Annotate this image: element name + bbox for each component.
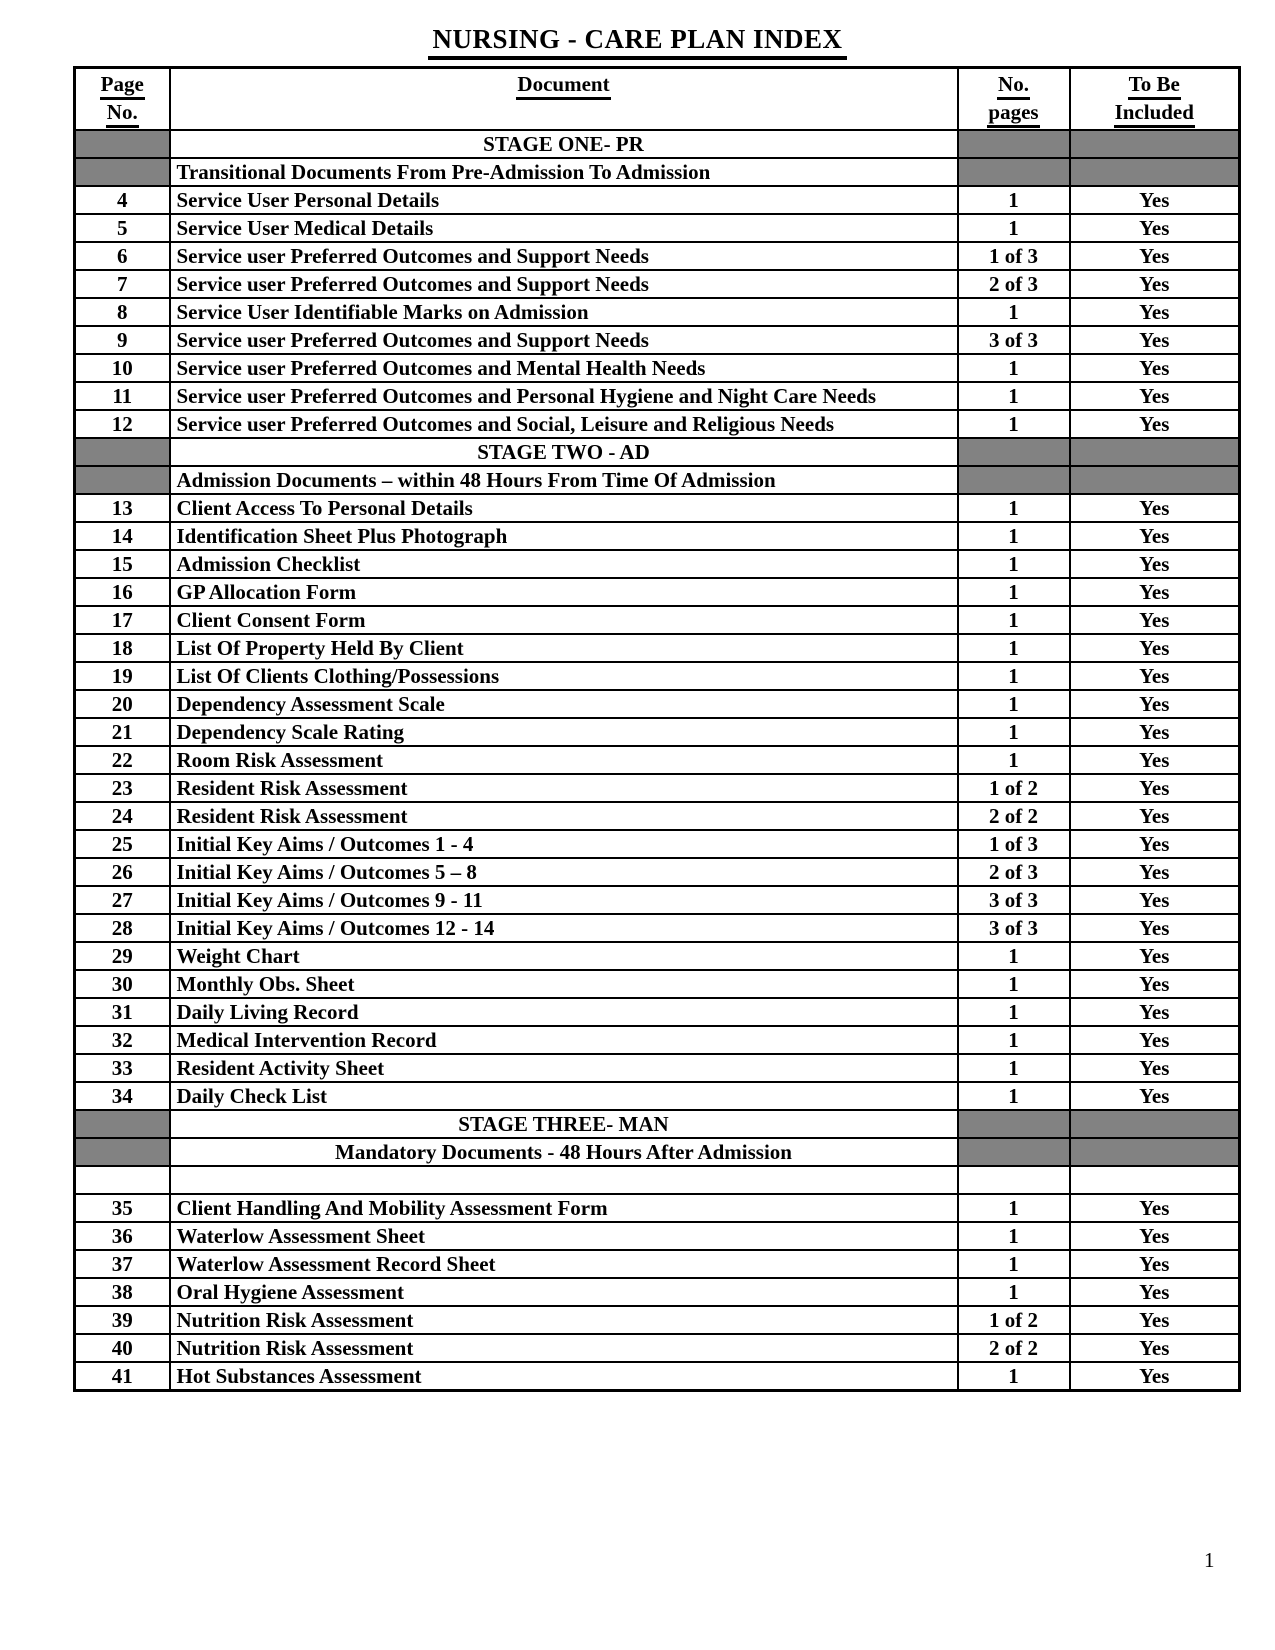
included-cell: Yes xyxy=(1070,578,1240,606)
included-cell: Yes xyxy=(1070,914,1240,942)
document-cell: Client Handling And Mobility Assessment Form xyxy=(170,1194,958,1222)
page-no-cell: 6 xyxy=(75,242,170,270)
page-no-cell: 14 xyxy=(75,522,170,550)
header-num-pages-line2: pages xyxy=(987,100,1039,128)
num-pages-cell: 1 xyxy=(958,662,1070,690)
num-pages-cell xyxy=(958,438,1070,466)
included-cell: Yes xyxy=(1070,1250,1240,1278)
document-cell: Monthly Obs. Sheet xyxy=(170,970,958,998)
included-cell: Yes xyxy=(1070,410,1240,438)
table-row xyxy=(75,662,1240,690)
document-cell: GP Allocation Form xyxy=(170,578,958,606)
document-cell: Oral Hygiene Assessment xyxy=(170,1278,958,1306)
page-no-cell: 27 xyxy=(75,886,170,914)
document-cell: Resident Risk Assessment xyxy=(170,774,958,802)
page-no-cell: 13 xyxy=(75,494,170,522)
header-to-be-included xyxy=(1070,68,1240,131)
included-cell: Yes xyxy=(1070,1222,1240,1250)
document-cell: Client Access To Personal Details xyxy=(170,494,958,522)
table-row xyxy=(75,718,1240,746)
document-cell: Daily Living Record xyxy=(170,998,958,1026)
num-pages-cell: 1 xyxy=(958,550,1070,578)
page-no-cell: 28 xyxy=(75,914,170,942)
num-pages-cell xyxy=(958,1166,1070,1194)
table-row xyxy=(75,970,1240,998)
table-row xyxy=(75,1306,1240,1334)
page-no-cell: 23 xyxy=(75,774,170,802)
table-row xyxy=(75,830,1240,858)
document-cell: List Of Property Held By Client xyxy=(170,634,958,662)
page-no-cell: 12 xyxy=(75,410,170,438)
table-row xyxy=(75,354,1240,382)
num-pages-cell xyxy=(958,1138,1070,1166)
table-row xyxy=(75,1250,1240,1278)
page-no-cell: 30 xyxy=(75,970,170,998)
page-no-cell: 24 xyxy=(75,802,170,830)
page-no-cell xyxy=(75,158,170,186)
num-pages-cell: 1 xyxy=(958,1222,1070,1250)
num-pages-cell: 3 of 3 xyxy=(958,914,1070,942)
page-no-cell: 36 xyxy=(75,1222,170,1250)
document-cell: STAGE ONE- PR xyxy=(170,130,958,158)
page-no-cell xyxy=(75,1166,170,1194)
page-no-cell: 34 xyxy=(75,1082,170,1110)
document-cell: Service User Personal Details xyxy=(170,186,958,214)
included-cell: Yes xyxy=(1070,942,1240,970)
document-cell: STAGE THREE- MAN xyxy=(170,1110,958,1138)
included-cell: Yes xyxy=(1070,970,1240,998)
num-pages-cell: 1 xyxy=(958,1026,1070,1054)
page-no-cell: 18 xyxy=(75,634,170,662)
included-cell: Yes xyxy=(1070,326,1240,354)
page-no-cell xyxy=(75,438,170,466)
num-pages-cell: 2 of 2 xyxy=(958,802,1070,830)
title-row xyxy=(0,24,1275,60)
document-cell: Room Risk Assessment xyxy=(170,746,958,774)
page-title: NURSING - CARE PLAN INDEX xyxy=(428,24,846,60)
table-row xyxy=(75,1362,1240,1391)
included-cell: Yes xyxy=(1070,242,1240,270)
page-no-cell: 10 xyxy=(75,354,170,382)
document-cell: Service user Preferred Outcomes and Support Needs xyxy=(170,242,958,270)
document-cell: Nutrition Risk Assessment xyxy=(170,1334,958,1362)
table-row xyxy=(75,242,1240,270)
num-pages-cell: 1 of 2 xyxy=(958,774,1070,802)
care-plan-index-table xyxy=(73,66,1241,1392)
num-pages-cell xyxy=(958,1110,1070,1138)
page-no-cell: 7 xyxy=(75,270,170,298)
substage-row xyxy=(75,158,1240,186)
num-pages-cell: 1 xyxy=(958,1194,1070,1222)
table-row xyxy=(75,690,1240,718)
included-cell: Yes xyxy=(1070,606,1240,634)
included-cell: Yes xyxy=(1070,1278,1240,1306)
table-row xyxy=(75,634,1240,662)
included-cell xyxy=(1070,1110,1240,1138)
num-pages-cell: 2 of 3 xyxy=(958,858,1070,886)
table-body xyxy=(75,130,1240,1391)
document-cell: Resident Risk Assessment xyxy=(170,802,958,830)
header-page-no xyxy=(75,68,170,131)
included-cell xyxy=(1070,130,1240,158)
document-cell: Service user Preferred Outcomes and Support Needs xyxy=(170,270,958,298)
num-pages-cell: 1 xyxy=(958,354,1070,382)
table-row xyxy=(75,410,1240,438)
page-number-footer: 1 xyxy=(1204,1548,1215,1572)
num-pages-cell: 1 xyxy=(958,298,1070,326)
num-pages-cell: 1 xyxy=(958,1054,1070,1082)
page-no-cell: 29 xyxy=(75,942,170,970)
table-row xyxy=(75,326,1240,354)
included-cell: Yes xyxy=(1070,718,1240,746)
page-no-cell xyxy=(75,130,170,158)
table-row xyxy=(75,1026,1240,1054)
included-cell: Yes xyxy=(1070,214,1240,242)
num-pages-cell: 1 xyxy=(958,214,1070,242)
table-row xyxy=(75,522,1240,550)
num-pages-cell: 1 of 3 xyxy=(958,242,1070,270)
header-to-be-included-line1: To Be xyxy=(1128,72,1181,100)
page-no-cell: 31 xyxy=(75,998,170,1026)
document-cell: Transitional Documents From Pre-Admission To Admission xyxy=(170,158,958,186)
page-no-cell: 19 xyxy=(75,662,170,690)
num-pages-cell: 2 of 2 xyxy=(958,1334,1070,1362)
document-cell: Initial Key Aims / Outcomes 5 – 8 xyxy=(170,858,958,886)
table-row xyxy=(75,802,1240,830)
num-pages-cell: 1 xyxy=(958,998,1070,1026)
header-page-no-line2: No. xyxy=(106,100,139,128)
page-no-cell xyxy=(75,1110,170,1138)
document-cell: Dependency Scale Rating xyxy=(170,718,958,746)
document-cell: Service User Identifiable Marks on Admission xyxy=(170,298,958,326)
table-row xyxy=(75,1222,1240,1250)
table-row xyxy=(75,578,1240,606)
num-pages-cell: 3 of 3 xyxy=(958,326,1070,354)
table-row xyxy=(75,494,1240,522)
document-cell: Admission Documents – within 48 Hours From Time Of Admission xyxy=(170,466,958,494)
table-header xyxy=(75,68,1240,131)
num-pages-cell: 1 xyxy=(958,1250,1070,1278)
table-row xyxy=(75,1054,1240,1082)
document-cell: Initial Key Aims / Outcomes 12 - 14 xyxy=(170,914,958,942)
num-pages-cell: 1 xyxy=(958,382,1070,410)
header-page-no-line1: Page xyxy=(100,72,145,100)
document-cell xyxy=(170,1166,958,1194)
num-pages-cell: 1 xyxy=(958,186,1070,214)
num-pages-cell: 1 xyxy=(958,970,1070,998)
num-pages-cell: 1 xyxy=(958,522,1070,550)
table-row xyxy=(75,942,1240,970)
included-cell xyxy=(1070,466,1240,494)
page-no-cell: 4 xyxy=(75,186,170,214)
page-no-cell: 35 xyxy=(75,1194,170,1222)
num-pages-cell: 1 xyxy=(958,690,1070,718)
page-no-cell: 38 xyxy=(75,1278,170,1306)
substage-row xyxy=(75,1138,1240,1166)
page-no-cell xyxy=(75,1138,170,1166)
included-cell: Yes xyxy=(1070,186,1240,214)
num-pages-cell: 1 xyxy=(958,578,1070,606)
header-num-pages-line1: No. xyxy=(997,72,1030,100)
header-document-label: Document xyxy=(516,72,610,100)
page-no-cell: 39 xyxy=(75,1306,170,1334)
page-no-cell: 11 xyxy=(75,382,170,410)
empty-row xyxy=(75,1166,1240,1194)
num-pages-cell: 1 of 3 xyxy=(958,830,1070,858)
document-cell: Admission Checklist xyxy=(170,550,958,578)
document-cell: STAGE TWO - AD xyxy=(170,438,958,466)
included-cell xyxy=(1070,438,1240,466)
table-row xyxy=(75,1334,1240,1362)
header-to-be-included-line2: Included xyxy=(1114,100,1195,128)
table-row xyxy=(75,382,1240,410)
included-cell: Yes xyxy=(1070,354,1240,382)
page-no-cell: 37 xyxy=(75,1250,170,1278)
table-row xyxy=(75,1082,1240,1110)
table-row xyxy=(75,214,1240,242)
document-cell: Resident Activity Sheet xyxy=(170,1054,958,1082)
document-cell: Initial Key Aims / Outcomes 1 - 4 xyxy=(170,830,958,858)
table-row xyxy=(75,858,1240,886)
included-cell: Yes xyxy=(1070,1362,1240,1391)
page-no-cell: 25 xyxy=(75,830,170,858)
included-cell: Yes xyxy=(1070,1334,1240,1362)
document-cell: Waterlow Assessment Sheet xyxy=(170,1222,958,1250)
page-no-cell: 33 xyxy=(75,1054,170,1082)
included-cell: Yes xyxy=(1070,746,1240,774)
included-cell xyxy=(1070,158,1240,186)
page-no-cell: 5 xyxy=(75,214,170,242)
num-pages-cell: 1 xyxy=(958,1278,1070,1306)
included-cell: Yes xyxy=(1070,1194,1240,1222)
document-cell: Client Consent Form xyxy=(170,606,958,634)
table-row xyxy=(75,606,1240,634)
stage-row xyxy=(75,1110,1240,1138)
table-row xyxy=(75,270,1240,298)
num-pages-cell: 3 of 3 xyxy=(958,886,1070,914)
table-row xyxy=(75,550,1240,578)
included-cell: Yes xyxy=(1070,298,1240,326)
included-cell: Yes xyxy=(1070,522,1240,550)
table-row xyxy=(75,774,1240,802)
num-pages-cell: 1 xyxy=(958,1362,1070,1391)
header-document xyxy=(170,68,958,131)
document-cell: Nutrition Risk Assessment xyxy=(170,1306,958,1334)
page-no-cell: 26 xyxy=(75,858,170,886)
included-cell: Yes xyxy=(1070,1082,1240,1110)
num-pages-cell: 1 xyxy=(958,410,1070,438)
included-cell xyxy=(1070,1166,1240,1194)
document-cell: Weight Chart xyxy=(170,942,958,970)
table-row xyxy=(75,886,1240,914)
included-cell: Yes xyxy=(1070,998,1240,1026)
included-cell: Yes xyxy=(1070,550,1240,578)
page-no-cell: 15 xyxy=(75,550,170,578)
num-pages-cell xyxy=(958,158,1070,186)
included-cell: Yes xyxy=(1070,886,1240,914)
header-row xyxy=(75,68,1240,131)
document-cell: Service User Medical Details xyxy=(170,214,958,242)
page-no-cell: 16 xyxy=(75,578,170,606)
page-no-cell: 40 xyxy=(75,1334,170,1362)
page-no-cell: 41 xyxy=(75,1362,170,1391)
table-row xyxy=(75,998,1240,1026)
document-cell: Identification Sheet Plus Photograph xyxy=(170,522,958,550)
document-cell: Daily Check List xyxy=(170,1082,958,1110)
num-pages-cell: 1 xyxy=(958,494,1070,522)
included-cell: Yes xyxy=(1070,382,1240,410)
num-pages-cell: 1 xyxy=(958,746,1070,774)
page-no-cell: 21 xyxy=(75,718,170,746)
included-cell: Yes xyxy=(1070,690,1240,718)
document-cell: Service user Preferred Outcomes and Social, Leisure and Religious Needs xyxy=(170,410,958,438)
document-cell: Medical Intervention Record xyxy=(170,1026,958,1054)
num-pages-cell xyxy=(958,466,1070,494)
table-row xyxy=(75,1278,1240,1306)
num-pages-cell: 1 of 2 xyxy=(958,1306,1070,1334)
num-pages-cell: 1 xyxy=(958,942,1070,970)
page-no-cell xyxy=(75,466,170,494)
header-num-pages xyxy=(958,68,1070,131)
num-pages-cell xyxy=(958,130,1070,158)
page-no-cell: 32 xyxy=(75,1026,170,1054)
page-no-cell: 22 xyxy=(75,746,170,774)
included-cell: Yes xyxy=(1070,1306,1240,1334)
document-cell: Initial Key Aims / Outcomes 9 - 11 xyxy=(170,886,958,914)
document-cell: List Of Clients Clothing/Possessions xyxy=(170,662,958,690)
page-no-cell: 17 xyxy=(75,606,170,634)
included-cell: Yes xyxy=(1070,802,1240,830)
document-cell: Service user Preferred Outcomes and Support Needs xyxy=(170,326,958,354)
table-row xyxy=(75,186,1240,214)
page-no-cell: 20 xyxy=(75,690,170,718)
document-cell: Service user Preferred Outcomes and Personal Hygiene and Night Care Needs xyxy=(170,382,958,410)
included-cell: Yes xyxy=(1070,858,1240,886)
included-cell xyxy=(1070,1138,1240,1166)
included-cell: Yes xyxy=(1070,774,1240,802)
included-cell: Yes xyxy=(1070,662,1240,690)
included-cell: Yes xyxy=(1070,634,1240,662)
num-pages-cell: 1 xyxy=(958,606,1070,634)
table-row xyxy=(75,746,1240,774)
document-cell: Mandatory Documents - 48 Hours After Admission xyxy=(170,1138,958,1166)
included-cell: Yes xyxy=(1070,270,1240,298)
substage-row xyxy=(75,466,1240,494)
document-cell: Hot Substances Assessment xyxy=(170,1362,958,1391)
stage-row xyxy=(75,438,1240,466)
stage-row xyxy=(75,130,1240,158)
document-cell: Service user Preferred Outcomes and Mental Health Needs xyxy=(170,354,958,382)
num-pages-cell: 1 xyxy=(958,718,1070,746)
num-pages-cell: 2 of 3 xyxy=(958,270,1070,298)
document-cell: Dependency Assessment Scale xyxy=(170,690,958,718)
included-cell: Yes xyxy=(1070,1026,1240,1054)
table-row xyxy=(75,1194,1240,1222)
num-pages-cell: 1 xyxy=(958,634,1070,662)
included-cell: Yes xyxy=(1070,1054,1240,1082)
table-row xyxy=(75,298,1240,326)
page-no-cell: 9 xyxy=(75,326,170,354)
included-cell: Yes xyxy=(1070,830,1240,858)
table-row xyxy=(75,914,1240,942)
document-cell: Waterlow Assessment Record Sheet xyxy=(170,1250,958,1278)
included-cell: Yes xyxy=(1070,494,1240,522)
page-no-cell: 8 xyxy=(75,298,170,326)
num-pages-cell: 1 xyxy=(958,1082,1070,1110)
